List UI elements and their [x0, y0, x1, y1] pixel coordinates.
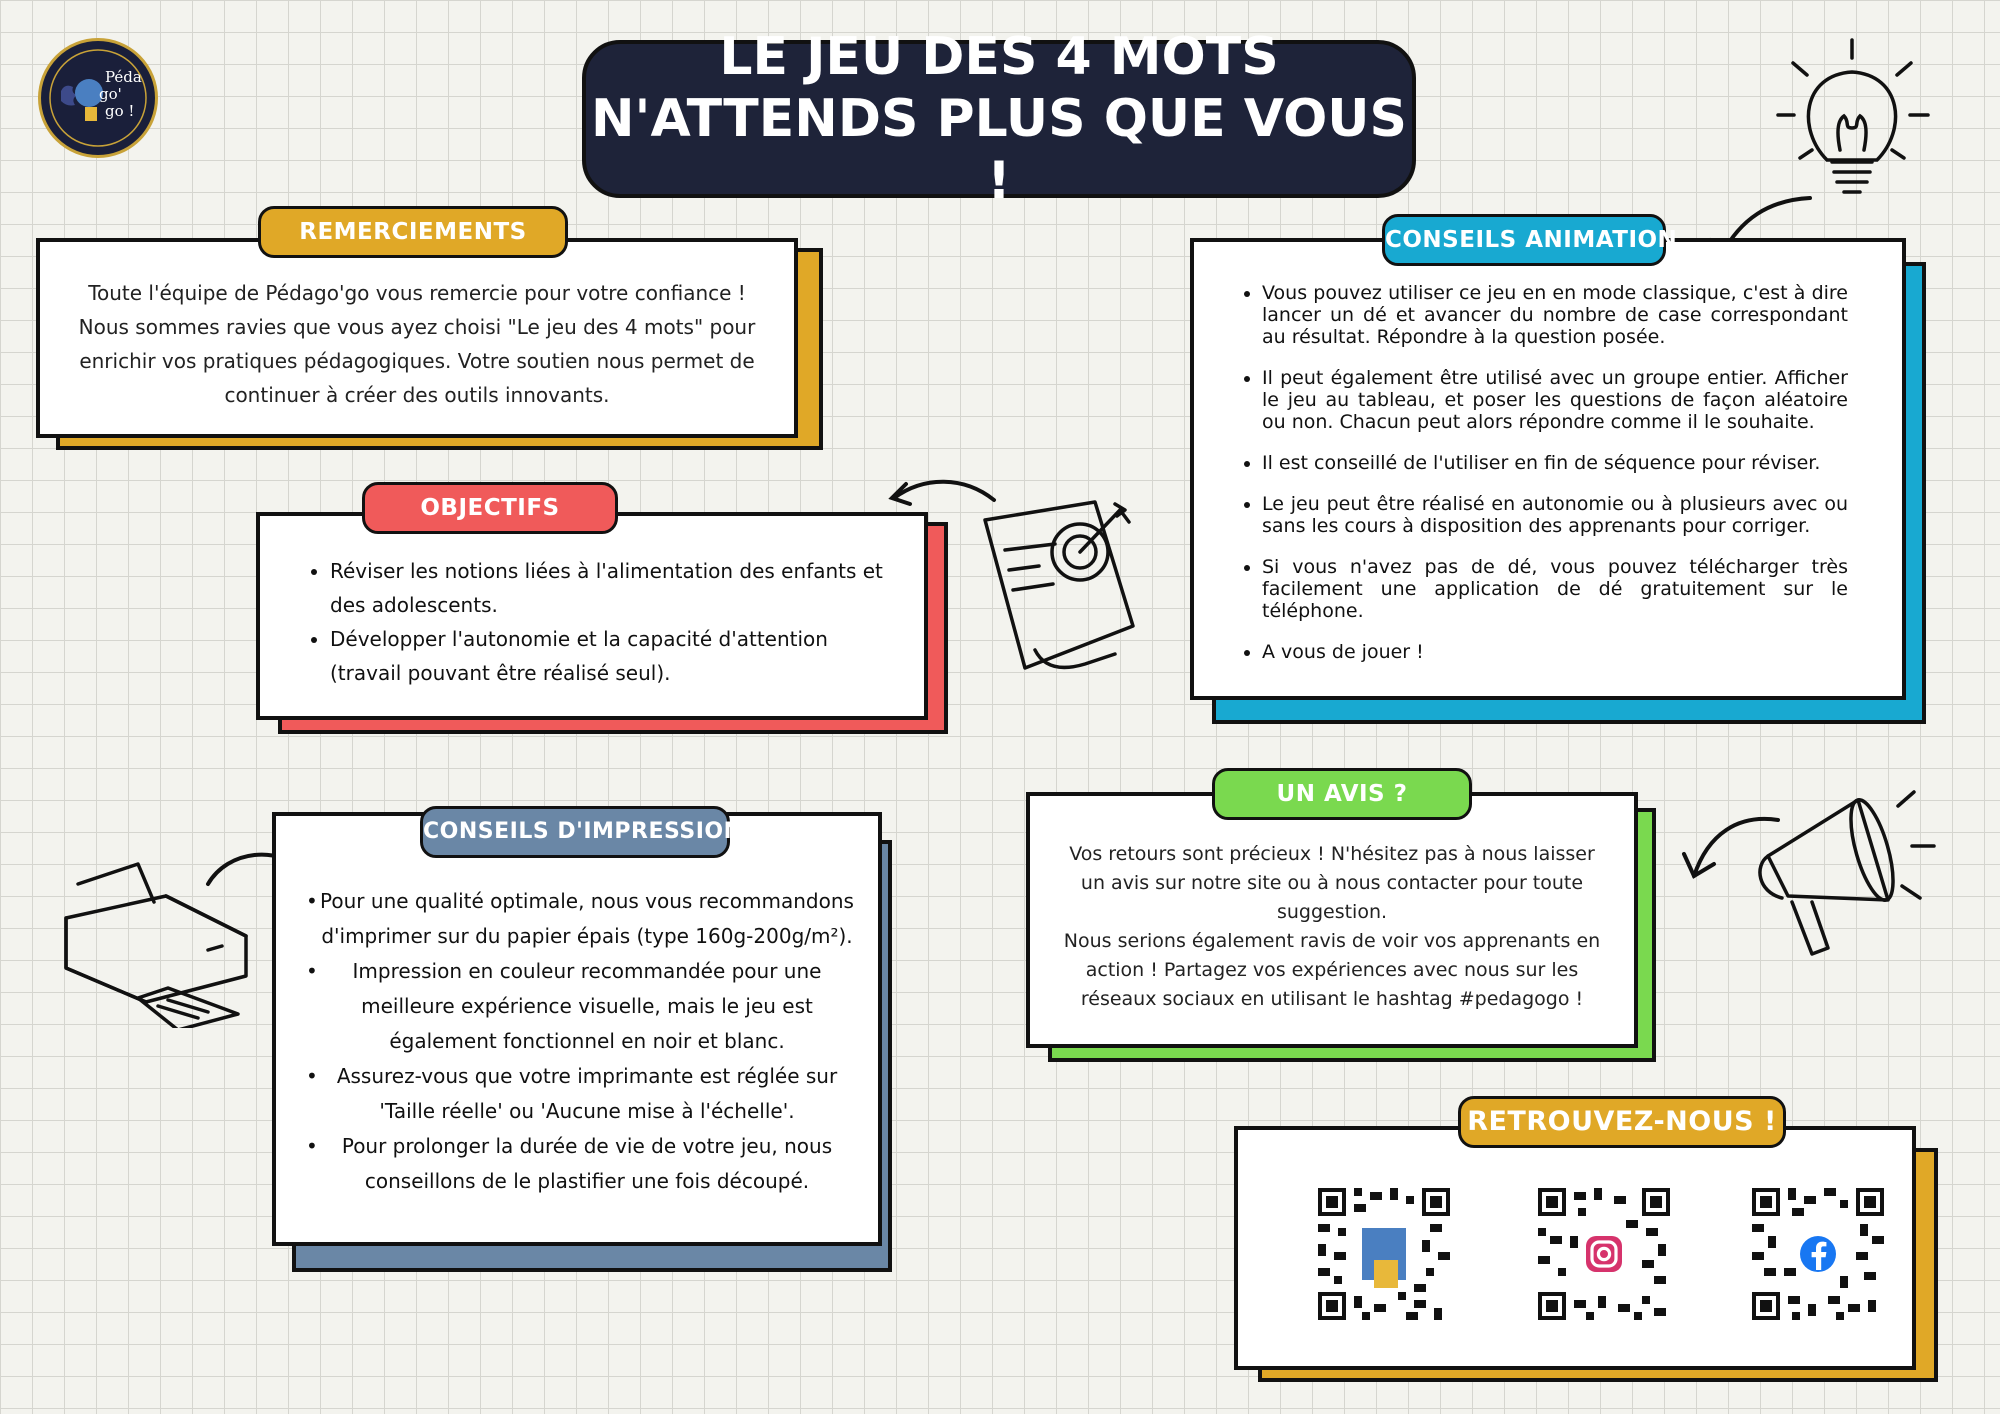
title-line-2: N'ATTENDS PLUS QUE VOUS ! — [591, 89, 1407, 211]
target-paper-icon — [975, 490, 1155, 680]
retrouvez-tag: RETROUVEZ-NOUS ! — [1458, 1096, 1786, 1148]
remerciements-tag: REMERCIEMENTS — [258, 206, 568, 258]
megaphone-icon — [1748, 786, 1958, 966]
avis-line: un avis sur notre site ou à nous contacter pour toute — [1080, 872, 1584, 894]
animation-panel — [1190, 238, 1906, 700]
instagram-qr-icon[interactable] — [1538, 1188, 1670, 1320]
avis-line: Vos retours sont précieux ! N'hésitez pas à nous laisser — [1069, 843, 1595, 865]
logo-text-1: Péda — [105, 68, 142, 86]
website-qr-icon[interactable] — [1318, 1188, 1450, 1320]
page-title — [582, 27, 1416, 211]
animation-item: • Le jeu peut être réalisé en autonomie ou à plusieurs avec ou sans les cours à disposition des apprenants pour corriger. — [1262, 493, 1848, 537]
logo-text-2: go' — [99, 85, 122, 103]
impression-panel — [272, 812, 882, 1246]
avis-line: réseaux sociaux en utilisant le hashtag #pedagogo ! — [1080, 988, 1584, 1010]
impression-item: • Pour une qualité optimale, nous vous recommandons d'imprimer sur du papier épais (type 160g-200g/m²). — [316, 884, 858, 954]
remerciements-line-3: enrichir vos pratiques pédagogiques. Votre soutien nous permet de — [79, 349, 755, 373]
impression-item: • Pour prolonger la durée de vie de votre jeu, nous conseillons de le plastifier une fois découpé. — [316, 1129, 858, 1199]
impression-item: • Assurez-vous que votre imprimante est réglée sur 'Taille réelle' ou 'Aucune mise à l'échelle'. — [316, 1059, 858, 1129]
animation-item: • Si vous n'avez pas de dé, vous pouvez télécharger très facilement une application de dé gratuitement sur le téléphone. — [1262, 556, 1848, 622]
animation-item: • Il est conseillé de l'utiliser en fin de séquence pour réviser. — [1262, 452, 1848, 474]
animation-item: • Vous pouvez utiliser ce jeu en en mode classique, c'est à dire lancer un dé et avancer du nombre de case correspondant au résultat. Répondre à la question posée. — [1262, 282, 1848, 348]
avis-panel — [1026, 792, 1638, 1048]
objectifs-panel — [256, 512, 928, 720]
remerciements-line-4: continuer à créer des outils innovants. — [224, 383, 610, 407]
avis-tag: UN AVIS ? — [1212, 768, 1472, 820]
objectifs-item: • Développer l'autonomie et la capacité d'attention (travail pouvant être réalisé seul). — [330, 622, 904, 690]
impression-item: • Impression en couleur recommandée pour une meilleure expérience visuelle, mais le jeu est également fonctionnel en noir et blanc. — [316, 954, 858, 1059]
remerciements-panel — [36, 238, 798, 438]
impression-tag: CONSEILS D'IMPRESSION — [420, 806, 730, 858]
animation-tag: CONSEILS ANIMATION — [1382, 214, 1666, 266]
avis-line: suggestion. — [1276, 901, 1388, 923]
animation-item: • Il peut également être utilisé avec un groupe entier. Afficher le jeu au tableau, et poser les questions de façon aléatoire ou non. Chacun peut alors répondre comme il le souhaite. — [1262, 367, 1848, 433]
remerciements-line-1: Toute l'équipe de Pédago'go vous remercie pour votre confiance ! — [88, 281, 746, 305]
remerciements-line-2: Nous sommes ravies que vous ayez choisi "Le jeu des 4 mots" pour — [78, 315, 756, 339]
objectifs-item: • Réviser les notions liées à l'alimentation des enfants et des adolescents. — [330, 554, 904, 622]
avis-line: action ! Partagez vos expériences avec nous sur les — [1085, 959, 1579, 981]
pedagogo-logo — [38, 38, 158, 158]
objectifs-tag: OBJECTIFS — [362, 482, 618, 534]
facebook-qr-icon[interactable] — [1752, 1188, 1884, 1320]
animation-item: • A vous de jouer ! — [1262, 641, 1848, 663]
title-line-1: LE JEU DES 4 MOTS — [719, 27, 1279, 87]
logo-text-3: go ! — [105, 102, 135, 120]
avis-line: Nous serions également ravis de voir vos apprenants en — [1063, 930, 1601, 952]
